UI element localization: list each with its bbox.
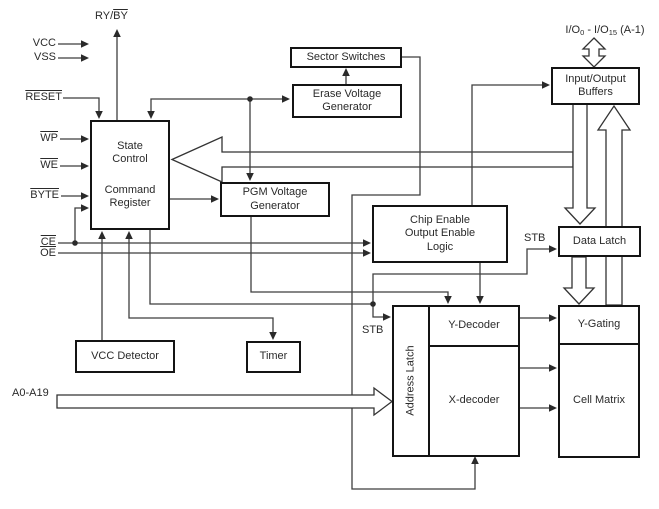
y-decoder-section [430,307,518,347]
label-stb-address-latch: STB [362,324,384,336]
pgm-voltage-generator-label: PGM Voltage Generator [242,186,308,212]
hollow-arrow-io-to-state-control [172,137,573,182]
y-decoder-label: Y-Decoder [448,319,500,332]
state-control-label: State Control [112,139,148,165]
block-sector-switches [290,47,402,68]
hollow-arrow-io-pins [583,38,605,67]
vcc-detector-label: VCC Detector [91,349,159,362]
pin-we: $\overline{WE}$ [40,159,58,171]
pin-vcc: VCC [32,37,56,49]
address-latch-column [394,307,430,455]
label-stb-data-latch: STB [524,232,546,244]
pin-byte: BYTE [30,189,59,201]
block-pgm-voltage-generator [220,182,330,217]
block-io-buffers [551,67,640,105]
chip-enable-logic-label: Chip Enable Output Enable Logic [404,214,476,253]
cell-matrix-section [560,345,638,456]
pin-address-bus: A0-A19 [12,387,49,399]
address-latch-label: Address Latch [404,345,417,417]
pin-vss: VSS [33,51,56,63]
y-gating-section [560,307,638,345]
pin-wp: $\overline{WP}$ [40,132,58,144]
pin-ce: $\overline{CE}$ [40,236,56,248]
ry-by-prefix: RY/ [95,10,114,22]
hollow-arrow-datalatch-to-ygating [564,257,594,304]
wire-reset [63,98,99,112]
pin-oe: $\overline{OE}$ [40,247,56,259]
block-timer [246,341,301,373]
erase-voltage-generator-label: Erase Voltage Generator [312,87,382,113]
hollow-arrow-ygating-to-io [598,106,630,305]
ry-by-bar: $\overline{BY}$ [113,10,128,22]
x-decoder-label: X-decoder [448,394,500,407]
block-array-complex [558,305,640,458]
cell-matrix-label: Cell Matrix [573,393,625,406]
block-data-latch [558,226,641,257]
block-chip-enable-logic [372,205,508,263]
block-state-control [90,120,170,230]
io-buffers-label: Input/Output Buffers [565,72,626,98]
wire-ceoe-to-io-buffers [472,85,543,205]
x-decoder-section [430,347,518,455]
block-erase-voltage-generator [292,84,402,118]
block-vcc-detector [75,340,175,373]
pin-ry-by [95,10,128,23]
pin-io-range: $I/O_0 - I/O_{15}$ (A-1) [565,24,645,37]
sector-switches-label: Sector Switches [306,50,386,63]
pin-reset: RESET [25,91,62,103]
data-latch-label: Data Latch [572,234,627,247]
timer-label: Timer [259,350,288,363]
block-decoder-complex [392,305,520,457]
y-gating-label: Y-Gating [577,318,621,331]
command-register-label: Command Register [104,183,156,210]
hollow-arrow-address-bus [57,388,392,415]
